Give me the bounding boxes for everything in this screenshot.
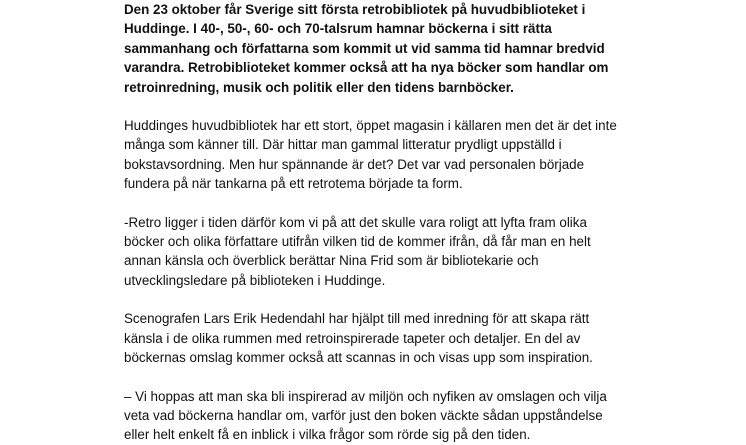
body-paragraph-2: -Retro ligger i tiden därför kom vi på att det skulle vara roligt att lyfta fram olika böcker och olika författare utifrån vilken tid de kommer ifrån, då får man en helt annan känsla och överblick berättar Nina Frid som är bibliotekarie och utvecklingsledare på biblioteken i Huddinge. — [124, 214, 591, 288]
body-paragraph-1: Huddinges huvudbibliotek har ett stort, öppet magasin i källaren men det är det inte många som känner till. Där hittar man gammal litteratur prydligt uppställd i bokstavsordning. Men hur spännande är det? Det var vad personalen började fundera på när tankarna på ett retrotema började ta form. — [124, 118, 617, 192]
paragraph-spacer — [124, 194, 734, 213]
paragraph-spacer — [124, 97, 734, 116]
body-paragraph-3: Scenografen Lars Erik Hedendahl har hjälpt till med inredning för att skapa rätt känsla i de olika rummen med retroinspirerade tapeter och detaljer. En del av böckernas omslag kommer också att scannas in och visas upp som inspiration. — [124, 311, 593, 366]
document-body — [124, 0, 734, 445]
paragraph-spacer — [124, 290, 734, 309]
paragraph-spacer — [124, 368, 734, 387]
lead-paragraph: Den 23 oktober får Sverige sitt första retrobibliotek på huvudbiblioteket i Huddinge. I 40-, 50-, 60- och 70-talsrum hamnar böckerna i sitt rätta sammanhang och författarna som kommit ut vid samma tid hamnar bredvid varandra. Retrobiblioteket kommer också att ha nya böcker som handlar om retroinredning, musik och politik eller den tidens barnböcker. — [124, 2, 609, 95]
body-paragraph-4: – Vi hoppas att man ska bli inspirerad av miljön och nyfiken av omslagen och vilja veta vad böckerna handlar om, varför just den boken väckte sådan uppståndelse eller helt enkelt få en inblick i vilka frågor som rörde sig på den tiden. — [124, 388, 607, 443]
